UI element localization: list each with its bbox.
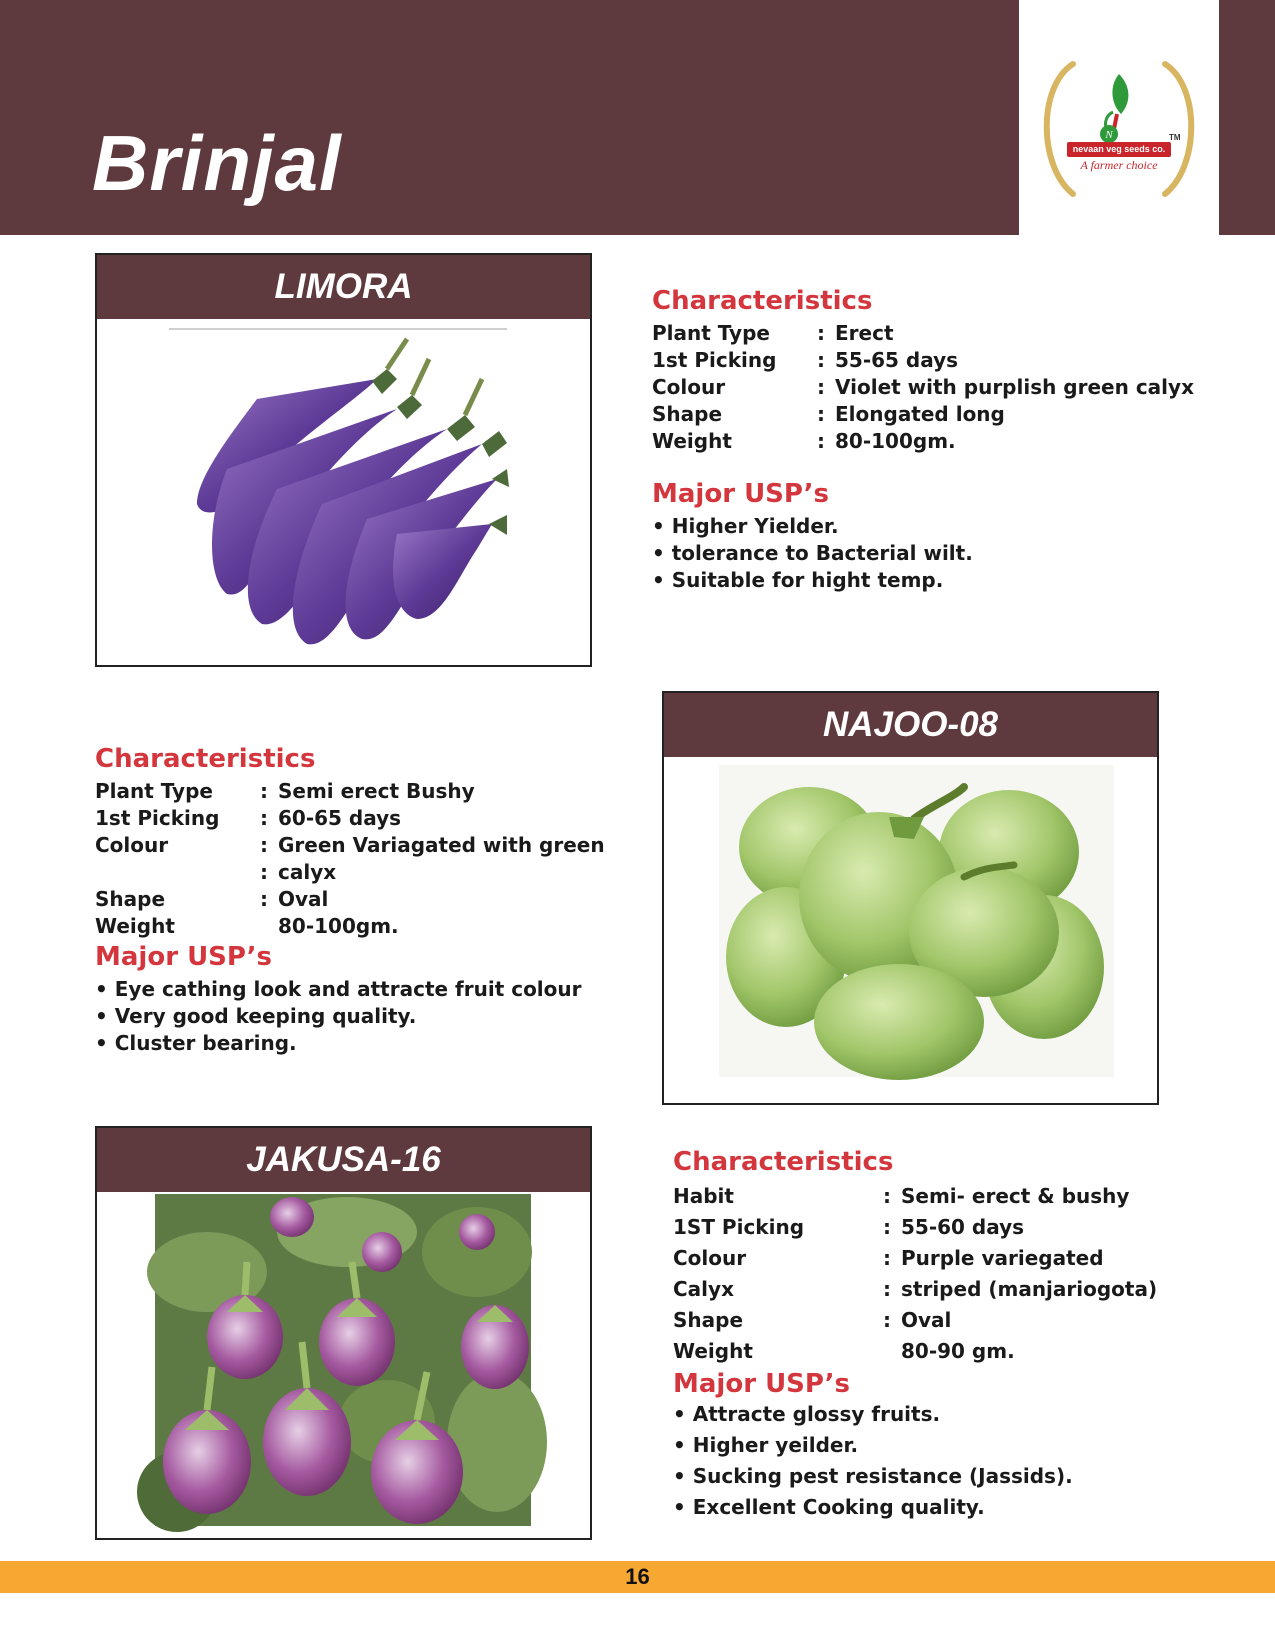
usp-list bbox=[95, 976, 655, 1057]
characteristic-row: Calyx : striped (manjariogota) bbox=[673, 1277, 1158, 1301]
usp-item: • Attracte glossy fruits. bbox=[673, 1399, 1233, 1430]
characteristics-jakusa-16 bbox=[673, 1147, 1233, 1523]
characteristic-row: Habit : Semi- erect & bushy bbox=[673, 1184, 1130, 1208]
characteristic-row: Weight 80-90 gm. bbox=[673, 1339, 1015, 1363]
characteristic-row: Shape : Oval bbox=[673, 1308, 952, 1332]
characteristic-row: Colour : Purple variegated bbox=[673, 1246, 1104, 1270]
characteristic-row: Colour : Green Variagated with green bbox=[95, 833, 605, 857]
characteristics-title: Characteristics bbox=[673, 1147, 894, 1177]
characteristic-row: : calyx bbox=[260, 860, 337, 884]
usp-item: • Eye cathing look and attracte fruit colour bbox=[95, 976, 655, 1003]
logo-emblem-icon bbox=[1033, 56, 1205, 206]
striped-purple-brinjal-plant-image bbox=[97, 1192, 590, 1538]
product-card-limora bbox=[95, 253, 592, 667]
product-card-jakusa-16 bbox=[95, 1126, 592, 1540]
logo-tagline: A farmer choice bbox=[1080, 158, 1158, 172]
characteristic-row: Weight : 80-100gm. bbox=[652, 429, 956, 453]
characteristic-row: Shape : Oval bbox=[95, 887, 329, 911]
usp-title: Major USP’s bbox=[95, 942, 273, 972]
usp-title: Major USP’s bbox=[652, 479, 830, 509]
page-title: Brinjal bbox=[92, 119, 342, 207]
usp-item: • Cluster bearing. bbox=[95, 1030, 655, 1057]
usp-item: • Excellent Cooking quality. bbox=[673, 1492, 1233, 1523]
characteristics-najoo-08 bbox=[95, 744, 655, 1057]
usp-item: • Sucking pest resistance (Jassids). bbox=[673, 1461, 1233, 1492]
company-logo bbox=[1019, 0, 1219, 235]
characteristic-row: Plant Type : Erect bbox=[652, 321, 894, 345]
usp-item: • Suitable for hight temp. bbox=[652, 567, 1212, 594]
usp-item: • Higher Yielder. bbox=[652, 513, 1212, 540]
characteristic-row: Colour : Violet with purplish green calyx bbox=[652, 375, 1194, 399]
svg-text:N: N bbox=[1105, 129, 1113, 141]
characteristic-row: Plant Type : Semi erect Bushy bbox=[95, 779, 475, 803]
usp-list bbox=[652, 513, 1212, 594]
usp-item: • tolerance to Bacterial wilt. bbox=[652, 540, 1212, 567]
usp-item: • Higher yeilder. bbox=[673, 1430, 1233, 1461]
characteristic-row: 1st Picking : 60-65 days bbox=[95, 806, 402, 830]
characteristic-row: 1ST Picking : 55-60 days bbox=[673, 1215, 1025, 1239]
characteristics-title: Characteristics bbox=[95, 744, 316, 774]
usp-title: Major USP’s bbox=[673, 1369, 851, 1399]
product-name: LIMORA bbox=[97, 255, 590, 319]
long-purple-brinjal-image bbox=[97, 319, 590, 665]
usp-item: • Very good keeping quality. bbox=[95, 1003, 655, 1030]
characteristic-row: Weight 80-100gm. bbox=[95, 914, 399, 938]
characteristic-row: Shape : Elongated long bbox=[652, 402, 1005, 426]
green-oval-brinjal-image bbox=[664, 757, 1157, 1103]
characteristic-row: 1st Picking : 55-65 days bbox=[652, 348, 959, 372]
logo-brand-name: nevaan veg seeds co. bbox=[1067, 142, 1171, 157]
usp-list bbox=[673, 1399, 1233, 1523]
characteristics-title: Characteristics bbox=[652, 286, 873, 316]
logo-trademark: TM bbox=[1169, 133, 1181, 142]
page-number: 16 bbox=[625, 1564, 650, 1589]
product-name: NAJOO-08 bbox=[664, 693, 1157, 757]
product-name: JAKUSA-16 bbox=[97, 1128, 590, 1192]
product-card-najoo-08 bbox=[662, 691, 1159, 1105]
characteristics-limora bbox=[652, 286, 1212, 594]
